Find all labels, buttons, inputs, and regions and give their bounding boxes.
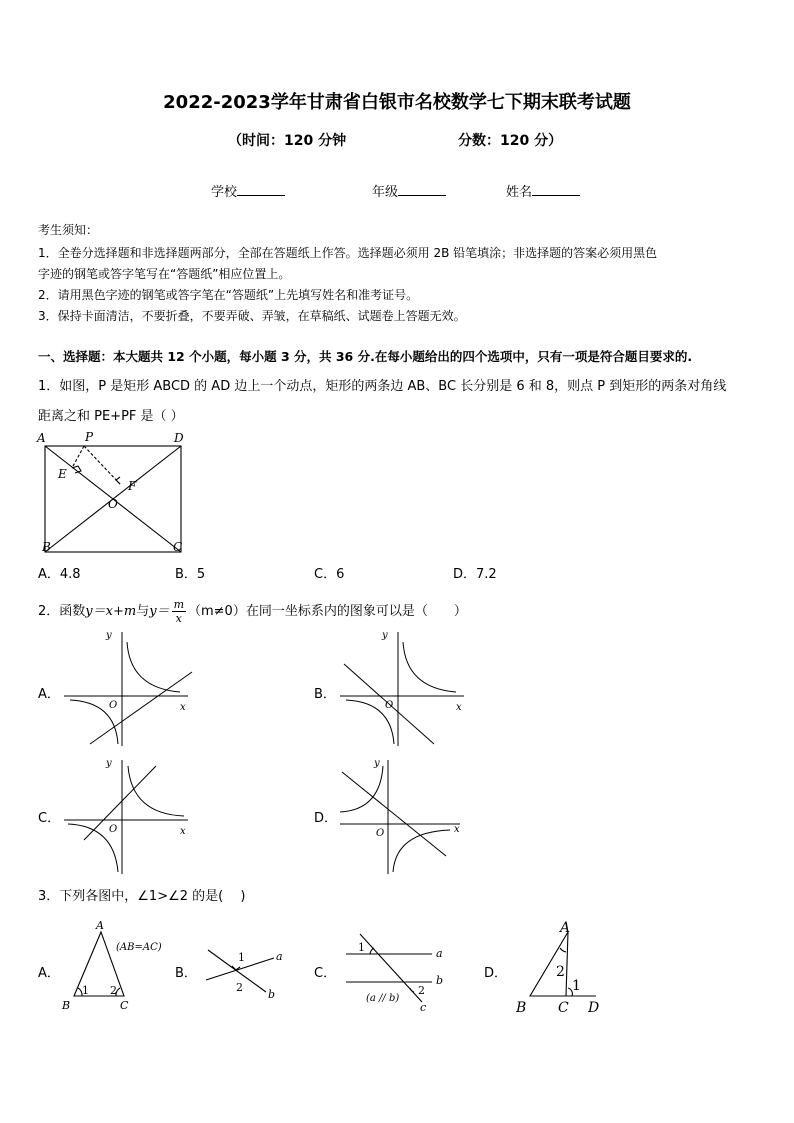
q3-text: 3．下列各图中，∠1>∠2 的是( ) bbox=[38, 889, 246, 904]
label-o: O bbox=[108, 497, 118, 511]
school-blank bbox=[237, 183, 285, 196]
note-a-parallel-b: (a // b) bbox=[366, 993, 400, 1004]
angle-2-label: 2 bbox=[236, 981, 243, 994]
segment-pe bbox=[72, 446, 84, 468]
q3-figure-b bbox=[198, 936, 298, 1006]
q2-graph-c bbox=[60, 756, 200, 876]
label-a: A bbox=[37, 431, 46, 445]
name-field bbox=[506, 181, 580, 200]
notes-line-3: 2．请用黑色字迹的钢笔或答字笔在“答题纸”上先填写姓名和准考证号。 bbox=[38, 288, 419, 302]
y-label: y bbox=[374, 758, 380, 769]
label-f: F bbox=[128, 479, 137, 493]
angle-1-label: 1 bbox=[82, 984, 89, 997]
hyperbola-branch-1 bbox=[128, 766, 184, 816]
q3-option-c[interactable]: C． bbox=[314, 966, 337, 981]
label-c: C bbox=[120, 999, 129, 1012]
q2-fraction-numerator: m bbox=[173, 598, 184, 611]
q2-fraction bbox=[172, 598, 186, 625]
origin-label: O bbox=[376, 828, 385, 839]
label-b: B bbox=[516, 1000, 527, 1014]
y-label: y bbox=[382, 630, 388, 641]
section-heading: 一、选择题：本大题共 12 个小题，每小题 3 分，共 36 分.在每小题给出的四个选项中，只有一项是符合题目要求的. bbox=[38, 349, 693, 364]
label-b: b bbox=[436, 974, 444, 987]
hyperbola-branch-1 bbox=[403, 642, 456, 692]
school-label: 学校 bbox=[211, 185, 238, 200]
label-e: E bbox=[58, 467, 67, 481]
q2-graph-d bbox=[336, 756, 476, 876]
label-b: B bbox=[62, 999, 71, 1012]
q2-formula-2-lhs: y＝ bbox=[149, 604, 170, 619]
angle-2-label: 2 bbox=[556, 964, 565, 980]
score-label: 分数：120 分） bbox=[458, 133, 563, 149]
angle-1-arc bbox=[370, 948, 374, 954]
name-label: 姓名 bbox=[506, 185, 533, 200]
q3-figure-a bbox=[58, 918, 168, 1014]
label-a: a bbox=[436, 947, 443, 960]
q2-mid: 与 bbox=[136, 604, 150, 619]
hyperbola-branch-1 bbox=[127, 642, 180, 692]
x-label: x bbox=[180, 702, 186, 713]
angle-1-label: 1 bbox=[238, 951, 245, 964]
q3-figure-d bbox=[510, 914, 610, 1014]
notes-line-4: 3．保持卡面清洁，不要折叠，不要弄破、弄皱，在草稿纸、试题卷上答题无效。 bbox=[38, 309, 466, 323]
x-label: x bbox=[454, 824, 460, 835]
q3-option-d[interactable]: D． bbox=[484, 966, 508, 981]
q2-graph-a bbox=[60, 628, 200, 748]
page-title: 2022-2023学年甘肃省白银市名校数学七下期末联考试题 bbox=[163, 92, 631, 113]
label-b: b bbox=[268, 988, 276, 1001]
time-label: （时间：120 分钟 bbox=[228, 133, 347, 149]
q1-text-line-2: 距离之和 PE+PF 是（ ） bbox=[38, 409, 184, 424]
angle-2-arc bbox=[410, 988, 414, 992]
label-d: D bbox=[588, 1000, 600, 1014]
right-angle-f bbox=[116, 477, 120, 484]
angle-1-label: 1 bbox=[572, 978, 581, 994]
origin-label: O bbox=[109, 700, 118, 711]
grade-blank bbox=[398, 183, 446, 196]
q1-text-line-1: 1．如图，P 是矩形 ABCD 的 AD 边上一个动点，矩形的两条边 AB、BC 长分别是 6 和 8，则点 P 到矩形的两条对角线 bbox=[38, 379, 727, 394]
name-blank bbox=[532, 183, 580, 196]
label-a: a bbox=[276, 950, 283, 963]
q1-option-c[interactable]: C．6 bbox=[314, 567, 345, 582]
q1-option-b[interactable]: B．5 bbox=[175, 567, 206, 582]
x-label: x bbox=[456, 702, 462, 713]
label-a: A bbox=[560, 920, 571, 936]
line-graph bbox=[342, 772, 446, 856]
grade-field bbox=[372, 181, 446, 200]
q2-fraction-denominator: x bbox=[175, 612, 182, 625]
q3-figure-c bbox=[336, 926, 456, 1014]
y-label: y bbox=[106, 758, 112, 769]
q2-graph-b bbox=[336, 628, 476, 748]
q3-option-b[interactable]: B． bbox=[175, 966, 197, 981]
q2-prefix: 2．函数 bbox=[38, 604, 86, 619]
label-d: D bbox=[174, 431, 184, 445]
q2-text bbox=[38, 598, 467, 625]
notes-line-1: 1．全卷分选择题和非选择题两部分，全部在答题纸上作答。选择题必须用 2B 铅笔填涂；非选择题的答案必须用黑色 bbox=[38, 246, 658, 260]
label-p: P bbox=[85, 430, 94, 444]
label-c: c bbox=[420, 1001, 427, 1014]
angle-2-label: 2 bbox=[418, 984, 425, 997]
note-ab-ac: (AB=AC) bbox=[116, 942, 162, 953]
q1-label-c: C bbox=[173, 540, 183, 554]
origin-label: O bbox=[109, 824, 118, 835]
q2-option-b[interactable]: B． bbox=[314, 687, 336, 702]
grade-label: 年级 bbox=[372, 185, 399, 200]
x-label: x bbox=[180, 826, 186, 837]
q1-option-a[interactable]: A．4.8 bbox=[38, 567, 81, 582]
q1-option-d[interactable]: D．7.2 bbox=[453, 567, 497, 582]
line-graph bbox=[90, 672, 192, 744]
q2-option-a[interactable]: A． bbox=[38, 687, 60, 702]
segment-pf bbox=[84, 446, 120, 484]
q2-option-d[interactable]: D． bbox=[314, 811, 338, 826]
angle-1-label: 1 bbox=[358, 941, 365, 954]
notes-heading: 考生须知： bbox=[38, 223, 99, 237]
school-field bbox=[211, 181, 285, 200]
q1-label-b: B bbox=[42, 540, 51, 554]
q3-option-a[interactable]: A． bbox=[38, 966, 60, 981]
right-angle-e bbox=[72, 466, 81, 473]
hyperbola-branch-1 bbox=[340, 766, 383, 812]
angle-2-label: 2 bbox=[110, 984, 117, 997]
label-a: A bbox=[96, 919, 104, 932]
y-label: y bbox=[106, 630, 112, 641]
q2-condition: （m≠0）在同一坐标系内的图象可以是（ ） bbox=[188, 604, 467, 619]
q2-formula-1: y＝x+m bbox=[85, 604, 137, 619]
q1-rectangle-figure bbox=[30, 428, 200, 558]
label-c: C bbox=[558, 1000, 569, 1014]
notes-line-2: 字迹的钢笔或答字笔写在“答题纸”相应位置上。 bbox=[38, 267, 291, 281]
origin-label: O bbox=[385, 700, 394, 711]
angle-2-arc bbox=[560, 948, 566, 952]
q2-option-c[interactable]: C． bbox=[38, 811, 61, 826]
